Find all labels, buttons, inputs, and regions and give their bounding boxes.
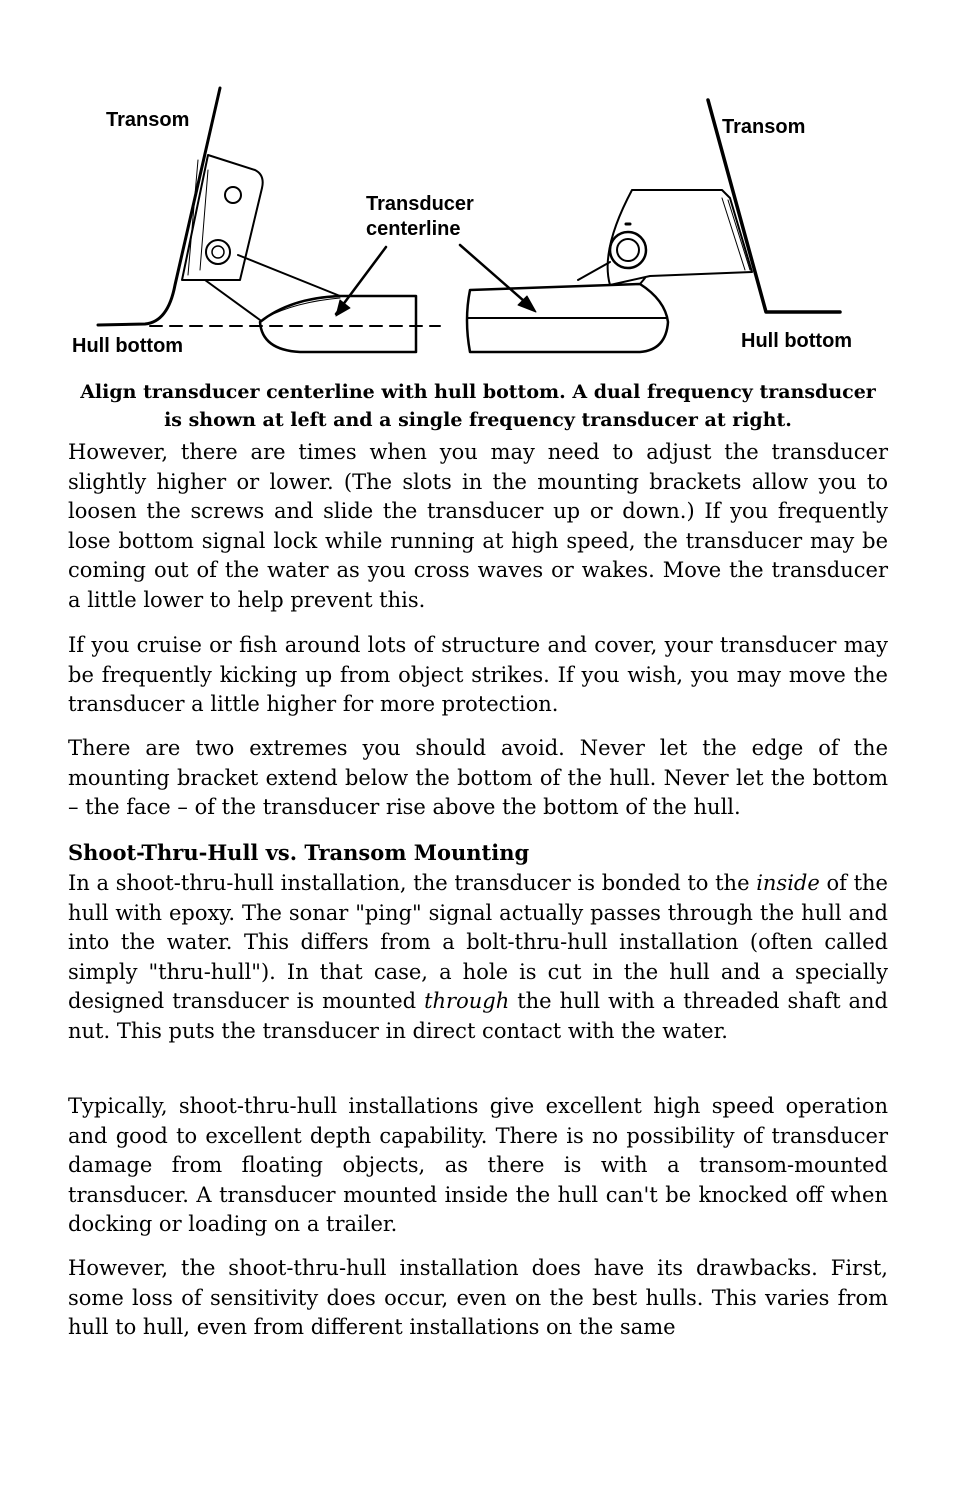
label-hull-bottom-left: Hull bottom xyxy=(72,335,184,357)
section-heading: Shoot-Thru-Hull vs. Transom Mounting xyxy=(68,840,530,865)
transducer-figure xyxy=(0,0,954,380)
label-transom-right: Transom xyxy=(722,116,806,138)
p1-emphasis-inside: inside xyxy=(756,871,820,895)
paragraph-shoot-thru-hull xyxy=(68,869,888,1046)
label-transducer-centerline: Transducer centerline xyxy=(366,193,474,240)
label-transom-left: Transom xyxy=(106,109,190,131)
right-mounting-bracket xyxy=(608,190,752,285)
paragraph-typically: Typically, shoot-thru-hull installations give excellent high speed operation and good to excellent depth capability. There is no possibility of transducer damage from floating objects, as there is with a transom-mounted transducer. A transducer mounted inside the hull can't be knocked off when docking or loading on a trailer. xyxy=(68,1094,888,1236)
left-transducer-body xyxy=(260,296,416,352)
transducer-diagram xyxy=(0,0,954,380)
paragraph-adjust-height: However, there are times when you may need to adjust the transducer slightly higher or lower. (The slots in the mounting brackets allow you to loosen the screws and slide the transducer up or down.) If you frequently lose bottom signal lock while running at high speed, the transducer may be coming out of the water as you cross waves or wakes. Move the transducer a little lower to help prevent this. xyxy=(68,440,888,612)
left-mounting-bracket xyxy=(182,155,263,280)
paragraph-extremes: There are two extremes you should avoid. Never let the edge of the mounting bracket extend below the bottom of the hull. Never let the bottom – the face – of the transducer rise above the bottom of the hull. xyxy=(68,736,888,819)
figure-caption: Align transducer centerline with hull bottom. A dual frequency transducer is shown at left and a single frequency transducer at right. xyxy=(80,381,876,431)
p1-text-3: the hull with a threaded shaft and nut. This puts the transducer in direct contact with the water. xyxy=(68,989,888,1043)
centerline-arrow-right xyxy=(460,245,532,308)
left-screw-bottom xyxy=(206,240,230,264)
p1-text-1: In a shoot-thru-hull installation, the transducer is bonded to the xyxy=(68,871,757,895)
paragraph-structure-cover: If you cruise or fish around lots of structure and cover, your transducer may be frequently kicking up from object strikes. If you wish, you may move the transducer a little higher for more protection. xyxy=(68,633,888,716)
right-screw xyxy=(610,232,646,268)
paragraph-drawbacks: However, the shoot-thru-hull installation does have its drawbacks. First, some loss of sensitivity does occur, even on the best hulls. This varies from hull to hull, even from different installations on the same xyxy=(68,1256,888,1339)
p1-emphasis-through: through xyxy=(424,989,510,1013)
label-hull-bottom-right: Hull bottom xyxy=(741,330,853,352)
left-screw-top xyxy=(225,187,241,203)
p1-text-2: of the hull with epoxy. The sonar "ping" signal actually passes through the hull and into the water. This differs from a bolt-thru-hull installation (often called simply "thru-hull"). In that case, a hole is cut in the hull and a specially designed transducer is mounted xyxy=(68,871,888,1013)
